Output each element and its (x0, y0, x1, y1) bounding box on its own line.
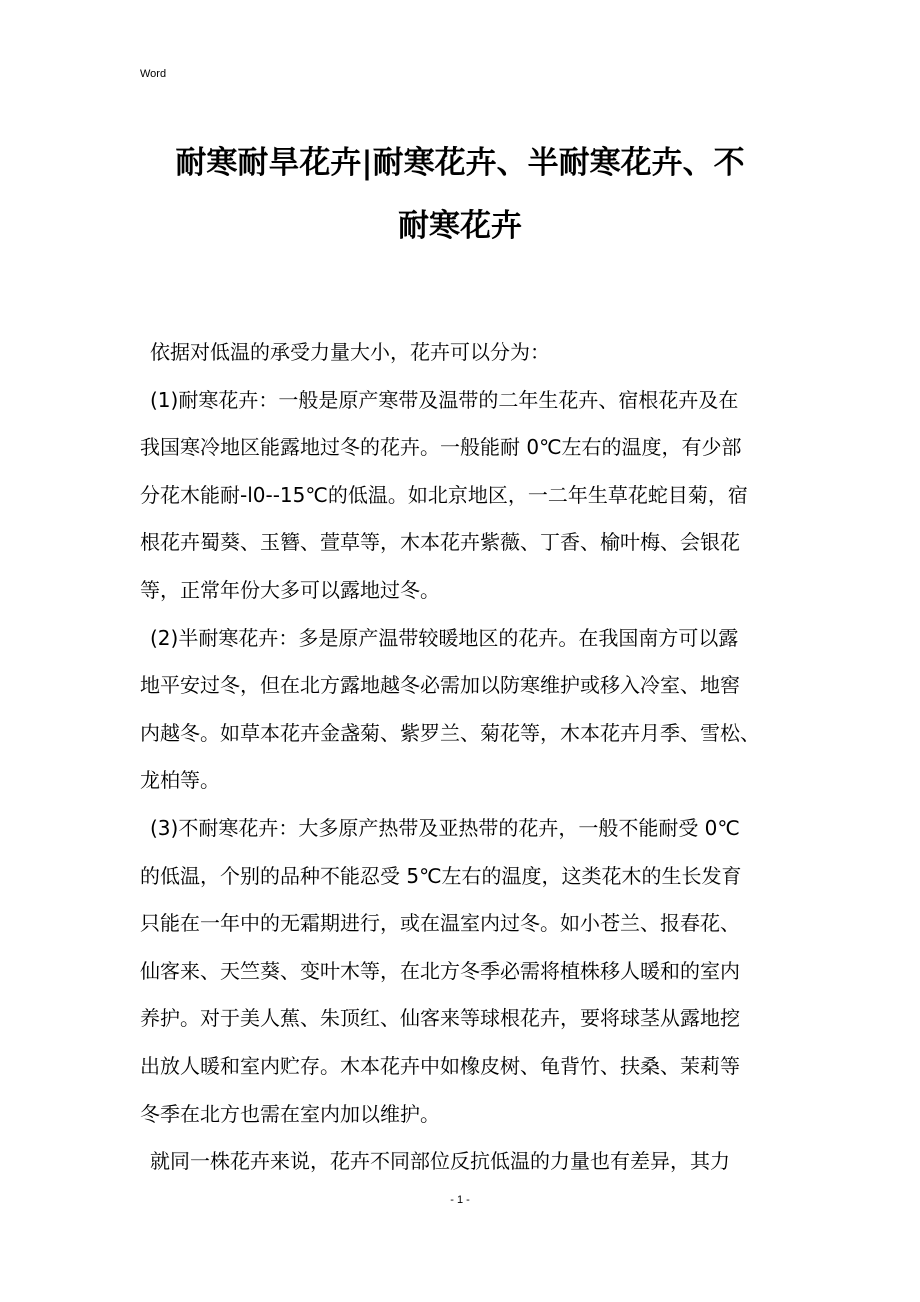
paragraph-line: (2)半耐寒花卉：多是原产温带较暖地区的花卉。在我国南方可以露 (150, 625, 739, 650)
paragraph-line: (3)不耐寒花卉：大多原产热带及亚热带的花卉，一般不能耐受 0℃ (150, 815, 740, 840)
document-header: Word (140, 68, 167, 80)
title-line: 耐寒耐旱花卉|耐寒花卉、半耐寒花卉、不 (175, 145, 745, 181)
paragraph-line: 只能在一年中的无霜期进行，或在温室内过冬。如小苍兰、报春花、 (140, 911, 740, 936)
page-number: - 1 - (450, 1194, 470, 1206)
paragraph-line: 就同一株花卉来说，花卉不同部位反抗低温的力量也有差异，其力 (150, 1149, 730, 1174)
paragraph-line: 龙柏等。 (140, 768, 220, 793)
paragraph-line: 根花卉蜀葵、玉簪、萱草等，木本花卉紫薇、丁香、榆叶梅、会银花 (140, 530, 740, 555)
paragraph-line: 的低温，个别的品种不能忍受 5℃左右的温度，这类花木的生长发育 (140, 863, 742, 888)
title-line: 耐寒花卉 (398, 208, 522, 244)
document-body (140, 329, 800, 1186)
paragraph-line: 我国寒冷地区能露地过冬的花卉。一般能耐 0℃左右的温度，有少部 (140, 435, 742, 460)
paragraph-line: 地平安过冬，但在北方露地越冬必需加以防寒维护或移入冷室、地窖 (140, 673, 740, 698)
paragraph-line: 仙客来、天竺葵、变叶木等，在北方冬季必需将植株移人暖和的室内 (140, 958, 740, 983)
paragraph-line: 依据对低温的承受力量大小，花卉可以分为： (150, 340, 550, 364)
paragraph-line: 出放人暖和室内贮存。木本花卉中如橡皮树、龟背竹、扶桑、茉莉等 (140, 1053, 740, 1078)
paragraph-line: 等，正常年份大多可以露地过冬。 (140, 577, 440, 602)
document-title (100, 132, 820, 258)
paragraph-line: 养护。对于美人蕉、朱顶红、仙客来等球根花卉，要将球茎从露地挖 (140, 1006, 740, 1031)
paragraph-line: 冬季在北方也需在室内加以维护。 (140, 1101, 440, 1126)
paragraph-line: (1)耐寒花卉：一般是原产寒带及温带的二年生花卉、宿根花卉及在 (150, 387, 739, 412)
paragraph-line: 分花木能耐-l0--15℃的低温。如北京地区，一二年生草花蛇目菊，宿 (140, 482, 748, 507)
paragraph-line: 内越冬。如草本花卉金盏菊、紫罗兰、菊花等，木本花卉月季、雪松、 (140, 720, 760, 745)
